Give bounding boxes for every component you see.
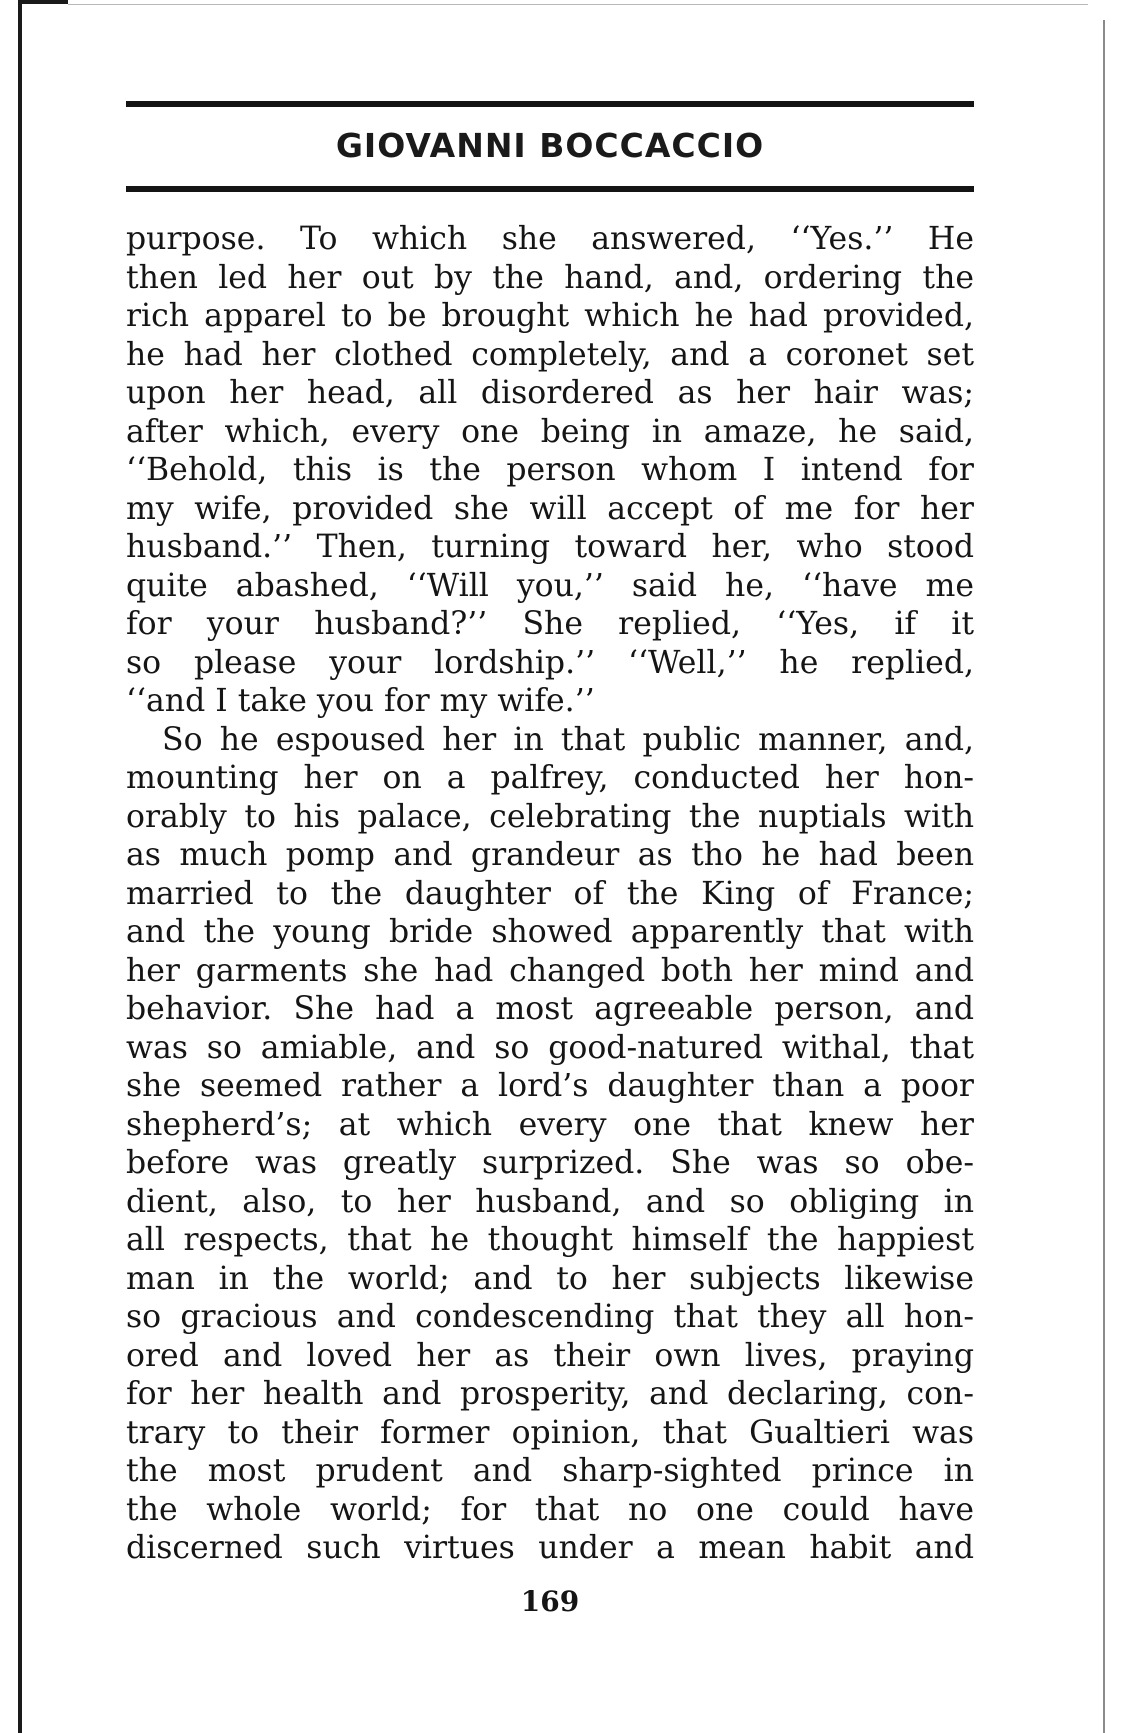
text-line: was so amiable, and so good-natured withal, that <box>126 1029 974 1066</box>
text-line: So he espoused her in that public manner, and, <box>162 721 974 758</box>
text-line: quite abashed, ‘‘Will you,’’ said he, ‘‘have me <box>126 567 974 604</box>
running-head: GIOVANNI BOCCACCIO <box>335 126 765 165</box>
text-line: all respects, that he thought himself the happiest <box>126 1222 974 1258</box>
text-line: behavior. She had a most agreeable person, and <box>126 991 974 1027</box>
scan-left-edge <box>18 0 22 1733</box>
text-line: so gracious and condescending that they all hon- <box>126 1299 974 1335</box>
text-line: ‘‘and I take you for my wife.’’ <box>126 683 595 719</box>
text-line: before was greatly surprized. She was so obe- <box>126 1145 974 1181</box>
text-line: dient, also, to her husband, and so obliging in <box>126 1183 974 1220</box>
scan-top-edge <box>68 4 1088 5</box>
text-line: man in the world; and to her subjects likewise <box>126 1260 974 1297</box>
header-rule-bottom <box>126 186 974 192</box>
text-line: ored and loved her as their own lives, praying <box>126 1337 974 1374</box>
text-line: after which, every one being in amaze, he said, <box>126 413 974 450</box>
text-line: mounting her on a palfrey, conducted her hon- <box>126 760 974 796</box>
text-line: her garments she had changed both her mind and <box>126 952 974 989</box>
text-line: for your husband?’’ She replied, ‘‘Yes, if it <box>126 606 974 642</box>
text-line: ‘‘Behold, this is the person whom I intend for <box>126 452 974 488</box>
text-line: upon her head, all disordered as her hair was; <box>126 375 974 411</box>
text-line: so please your lordship.’’ ‘‘Well,’’ he replied, <box>126 644 974 681</box>
text-line: purpose. To which she answered, ‘‘Yes.’’ He <box>126 221 974 257</box>
scan-corner-mark <box>18 0 68 4</box>
text-line: as much pomp and grandeur as tho he had been <box>126 837 974 873</box>
text-line: rich apparel to be brought which he had provided, <box>126 298 974 334</box>
body-text <box>126 220 974 1568</box>
scan-right-edge <box>1103 20 1105 1733</box>
header-rule-top <box>126 101 974 107</box>
text-line: then led her out by the hand, and, ordering the <box>126 259 974 296</box>
text-line: shepherd’s; at which every one that knew her <box>126 1106 974 1143</box>
text-line: husband.’’ Then, turning toward her, who stood <box>126 529 974 565</box>
paragraph <box>126 220 974 721</box>
text-line: trary to their former opinion, that Gualtieri was <box>126 1414 974 1451</box>
text-line: the whole world; for that no one could have <box>126 1491 974 1528</box>
text-line: orably to his palace, celebrating the nuptials with <box>126 798 974 835</box>
text-line: he had her clothed completely, and a coronet set <box>126 336 974 373</box>
page-number: 169 <box>520 1585 580 1618</box>
text-line: and the young bride showed apparently that with <box>126 914 974 950</box>
paragraph <box>126 721 974 1568</box>
text-line: the most prudent and sharp-sighted prince in <box>126 1453 974 1489</box>
text-line: she seemed rather a lord’s daughter than a poor <box>126 1068 974 1104</box>
text-line: my wife, provided she will accept of me for her <box>126 490 974 527</box>
text-line: married to the daughter of the King of France; <box>126 875 974 912</box>
text-line: discerned such virtues under a mean habit and <box>126 1530 974 1566</box>
text-line: for her health and prosperity, and declaring, con- <box>126 1376 974 1412</box>
